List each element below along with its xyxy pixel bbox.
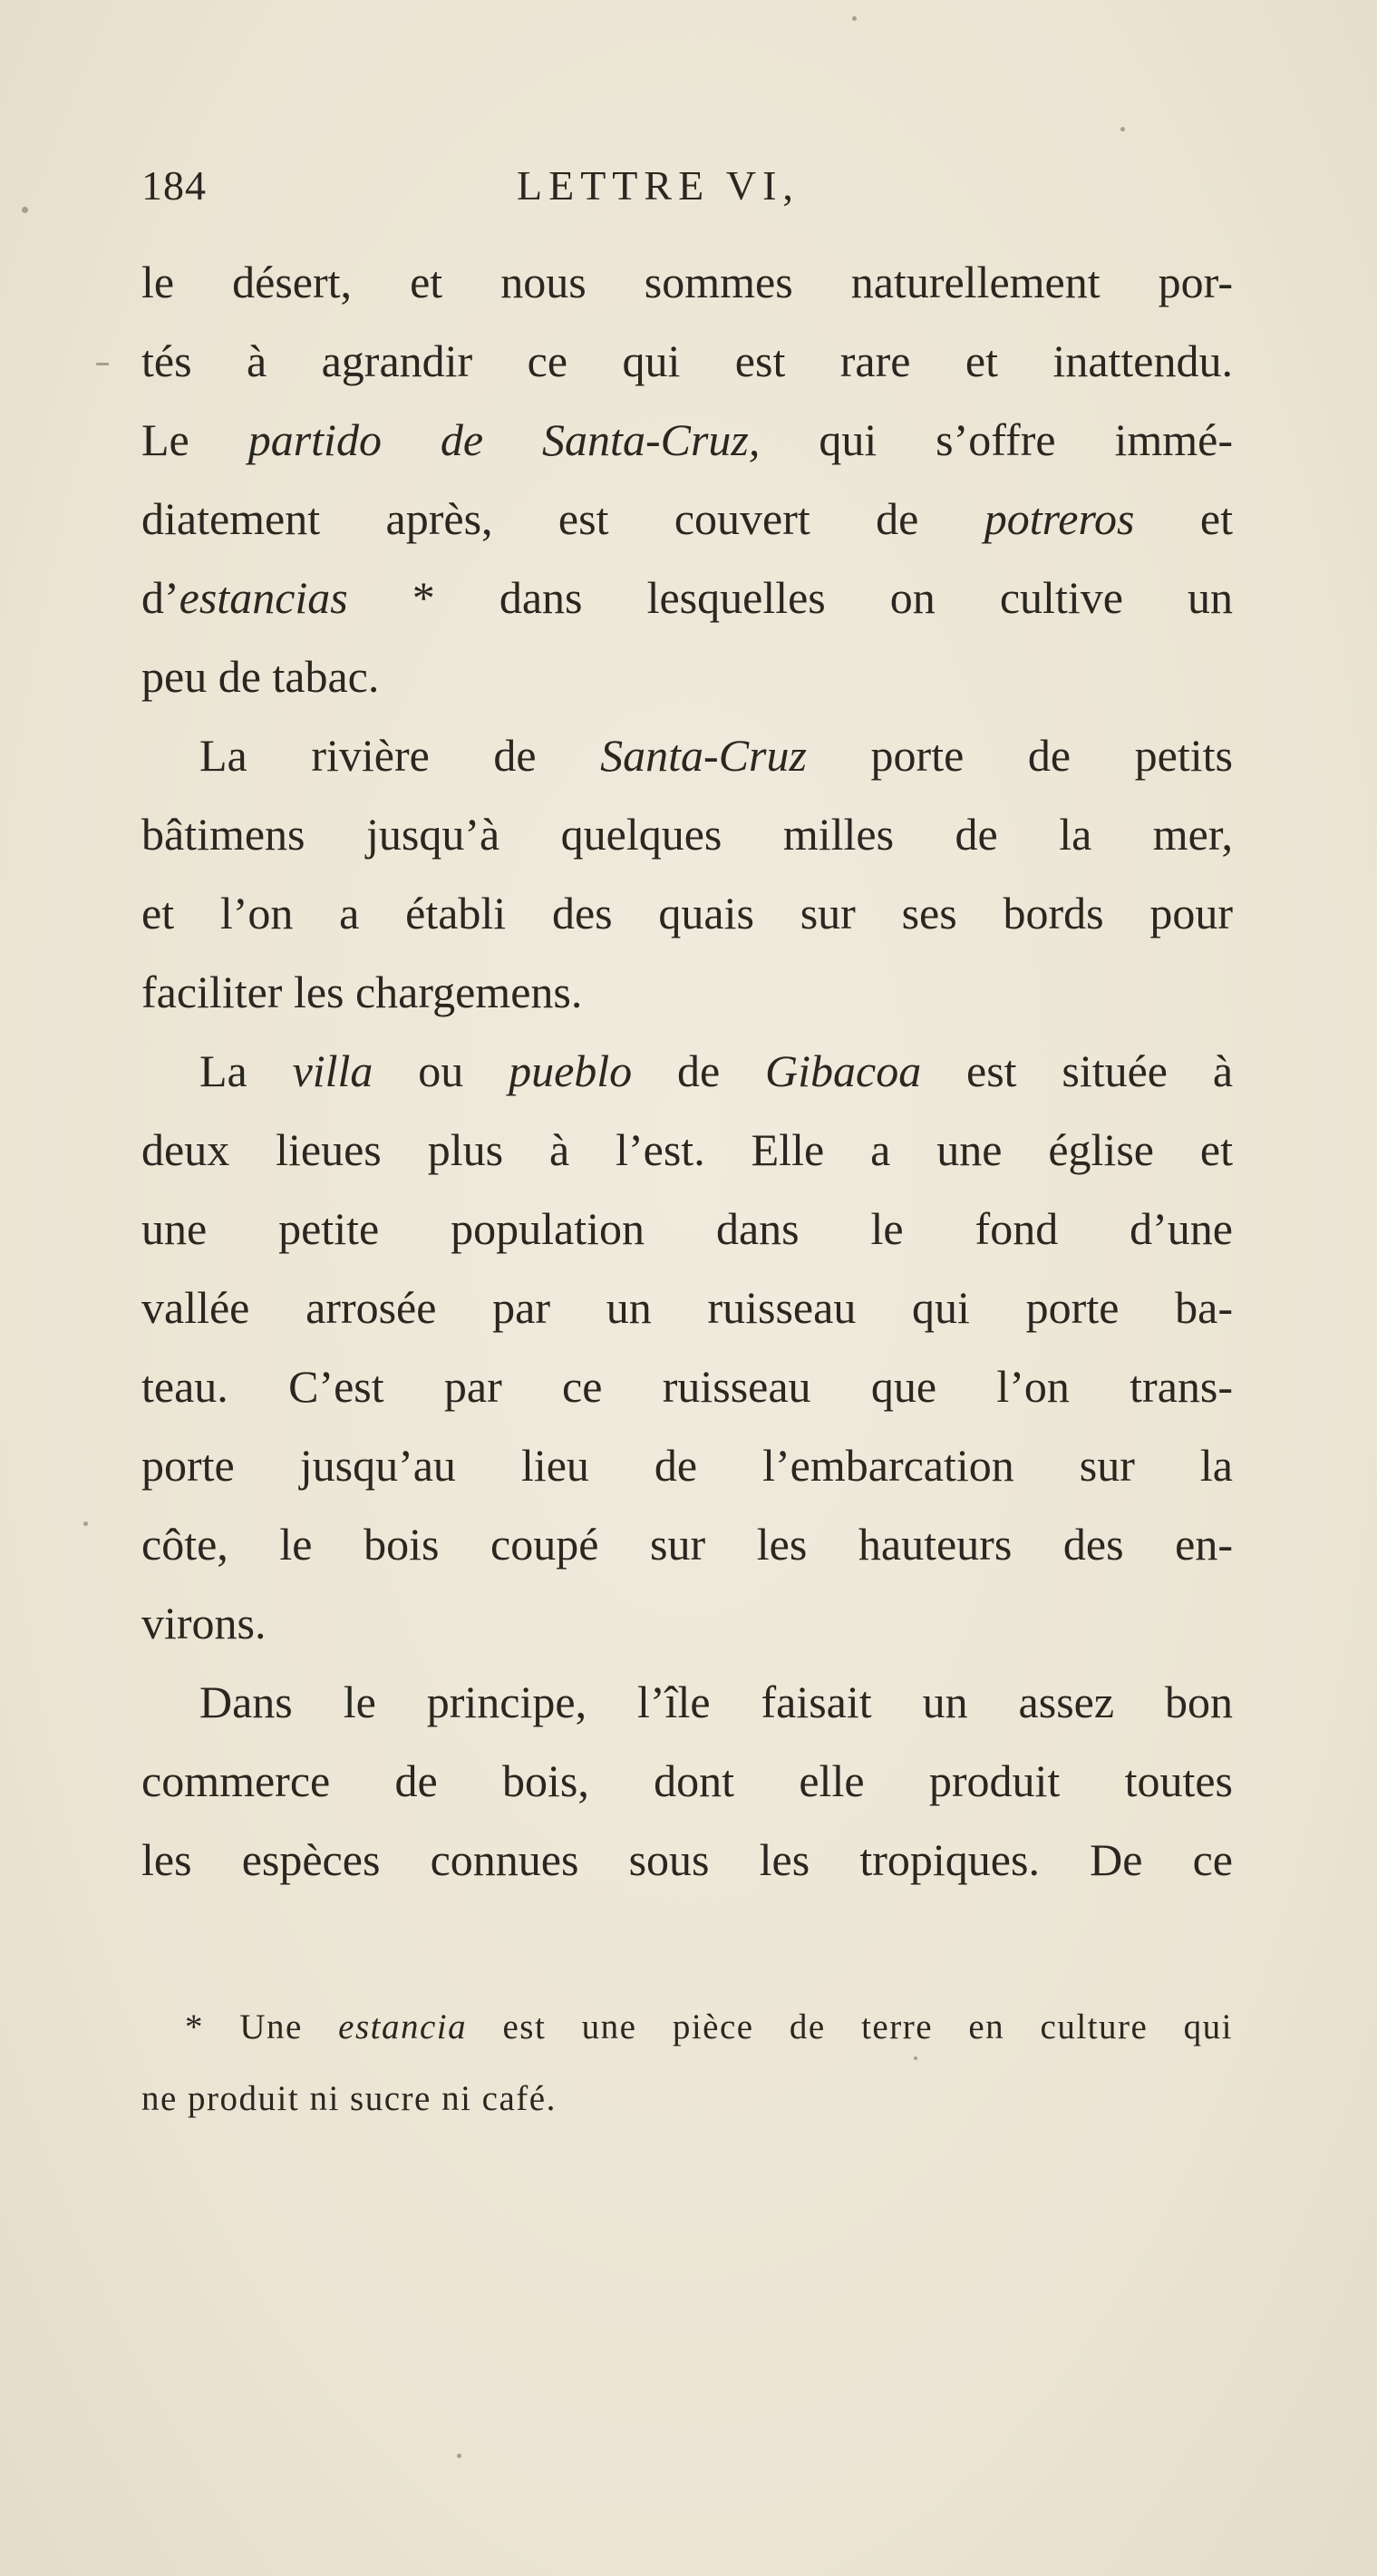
text-line: teau. C’est par ce ruisseau que l’on trans- — [141, 1361, 1233, 1412]
text-line: La villa ou pueblo de Gibacoa est située à — [199, 1045, 1234, 1096]
text-line: faciliter les chargemens. — [141, 967, 583, 1017]
footnote — [141, 1991, 1233, 2134]
text-line: La rivière de Santa-Cruz porte de petits — [199, 730, 1233, 781]
page-header — [141, 161, 1229, 216]
paper-speck — [1120, 127, 1125, 131]
text-line: virons. — [141, 1598, 267, 1648]
text-line: vallée arrosée par un ruisseau qui porte ba- — [141, 1282, 1233, 1333]
paper-speck — [22, 207, 28, 213]
page-number: 184 — [141, 162, 207, 209]
footnote-line: ne produit ni sucre ni café. — [141, 2079, 557, 2118]
text-line: diatement après, est couvert de potreros et — [141, 493, 1233, 544]
text-line: une petite population dans le fond d’une — [141, 1203, 1233, 1254]
text-line: tés à agrandir ce qui est rare et inattendu. — [141, 335, 1233, 386]
text-line: commerce de bois, dont elle produit toutes — [141, 1755, 1233, 1806]
text-line: le désert, et nous sommes naturellement por- — [141, 257, 1233, 307]
paper-speck — [457, 2454, 461, 2458]
text-line: porte jusqu’au lieu de l’embarcation sur la — [141, 1440, 1233, 1491]
text-line: Le partido de Santa-Cruz, qui s’offre immé- — [141, 414, 1234, 465]
footnote-line: * Une estancia est une pièce de terre en culture qui — [185, 2007, 1233, 2046]
text-line: bâtimens jusqu’à quelques milles de la mer, — [141, 809, 1233, 860]
text-line: Dans le principe, l’île faisait un assez bon — [199, 1677, 1233, 1727]
body-text — [141, 243, 1233, 1900]
text-line: côte, le bois coupé sur les hauteurs des en- — [141, 1519, 1233, 1570]
text-line: peu de tabac. — [141, 651, 380, 702]
paper-speck — [83, 1521, 88, 1526]
text-line: et l’on a établi des quais sur ses bords pour — [141, 888, 1233, 938]
paper-speck — [852, 16, 857, 21]
text-line: les espèces connues sous les tropiques. De ce — [141, 1834, 1233, 1885]
running-title: LETTRE VI, — [517, 162, 800, 209]
text-line: deux lieues plus à l’est. Elle a une église et — [141, 1124, 1233, 1175]
paper-speck — [96, 363, 109, 365]
text-line: d’estancias * dans lesquelles on cultive un — [141, 572, 1233, 623]
